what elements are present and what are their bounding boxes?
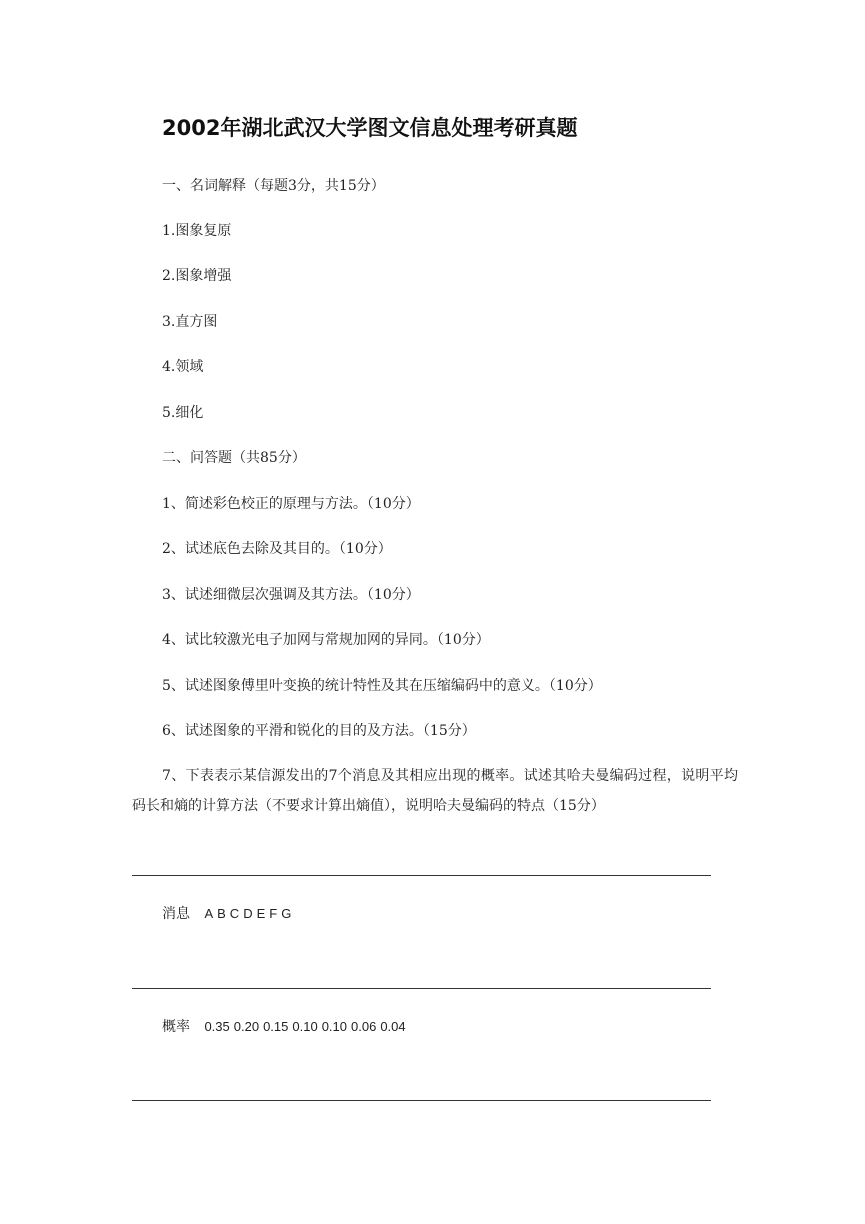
probability-label: 概率 [162,1019,190,1035]
section1-heading: 一、名词解释（每题3分，共15分） [162,178,385,194]
message-cell: F [269,906,278,921]
message-cell: A [204,906,214,921]
probability-cell: 0.10 [321,1019,348,1034]
question-item: 4、试比较激光电子加网与常规加网的异同。（10分） [162,632,490,648]
term-item: 5.细化 [162,405,204,421]
table-rule-bottom [132,1100,711,1101]
probability-cell: 0.06 [351,1019,377,1034]
probability-cell: 0.20 [233,1019,260,1034]
probability-values [204,1019,409,1035]
message-cell: B [217,906,226,921]
message-values [204,906,295,922]
probability-cell: 0.04 [380,1019,406,1034]
message-row [162,904,295,924]
question-item: 2、试述底色去除及其目的。（10分） [162,541,392,557]
document-title: 2002年湖北武汉大学图文信息处理考研真题 [162,116,578,140]
message-cell: E [256,906,266,921]
question-item: 1、简述彩色校正的原理与方法。（10分） [162,496,420,512]
question-item: 6、试述图象的平滑和锐化的目的及方法。（15分） [162,723,476,739]
message-cell: D [243,906,253,921]
probability-cell: 0.15 [263,1019,289,1034]
message-cell: C [229,906,240,921]
section2-heading: 二、问答题（共85分） [162,450,306,466]
message-label: 消息 [162,906,190,922]
table-rule-middle [132,988,711,989]
table-rule-top [132,875,711,876]
term-item: 2.图象增强 [162,268,232,284]
probability-row [162,1017,410,1037]
question-item: 5、试述图象傅里叶变换的统计特性及其在压缩编码中的意义。（10分） [162,678,602,694]
probability-cell: 0.35 [204,1019,230,1034]
term-item: 1.图象复原 [162,223,232,239]
term-item: 3.直方图 [162,314,218,330]
question-item: 7、下表表示某信源发出的7个消息及其相应出现的概率。试述其哈夫曼编码过程，说明平均码长和熵的计算方法（不要求计算出熵值），说明哈夫曼编码的特点（15分） [132,768,738,814]
term-item: 4.领域 [162,359,204,375]
message-cell: G [281,906,292,921]
question-item: 3、试述细微层次强调及其方法。（10分） [162,587,420,603]
probability-cell: 0.10 [292,1019,318,1034]
